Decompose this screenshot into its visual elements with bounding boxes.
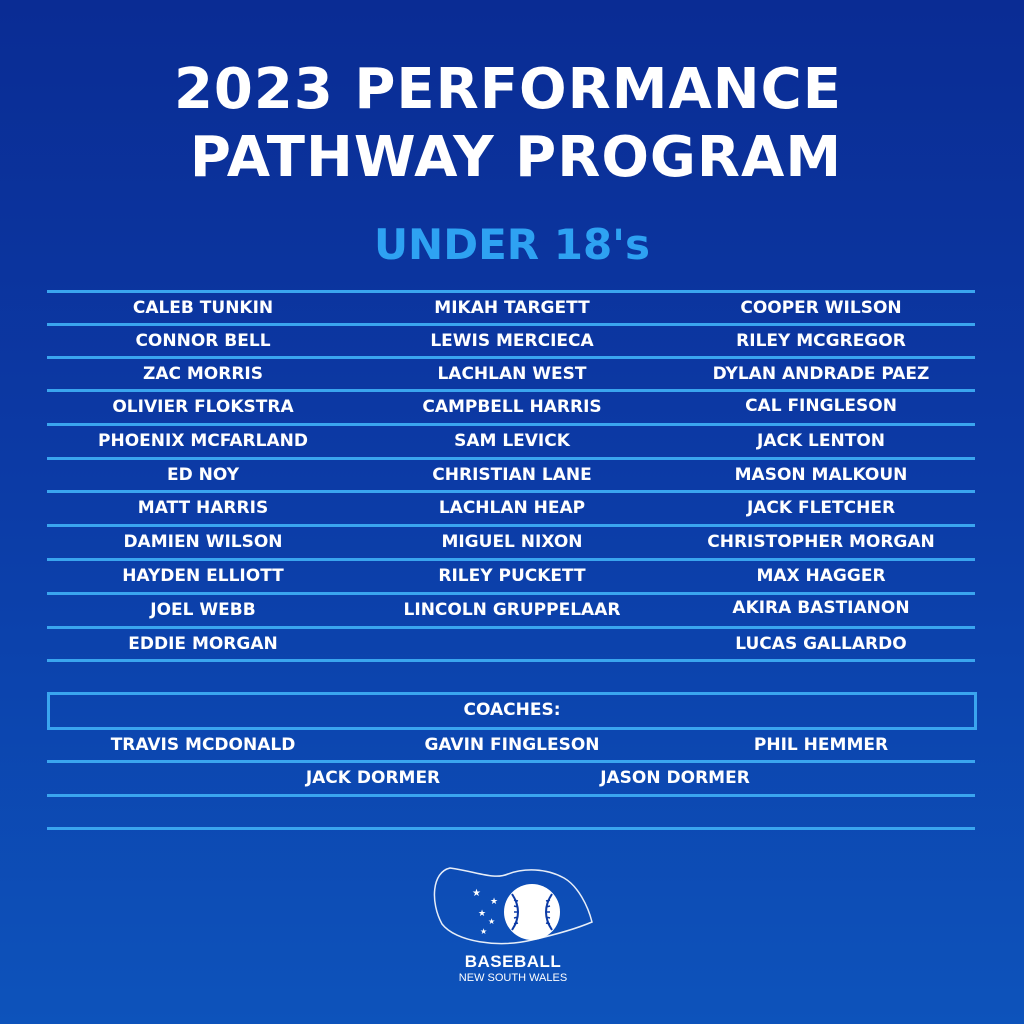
player-name: EDDIE MORGAN (128, 634, 278, 654)
svg-text:★: ★ (490, 897, 499, 907)
player-name: MAX HAGGER (756, 566, 886, 586)
divider-line (47, 524, 975, 527)
player-name: COOPER WILSON (740, 298, 902, 318)
player-name: CAL FINGLESON (745, 396, 897, 416)
player-name: JACK FLETCHER (746, 498, 896, 518)
player-name: JACK LENTON (757, 431, 885, 451)
player-name: MIKAH TARGETT (434, 298, 590, 318)
divider-line (47, 423, 975, 426)
divider-line (47, 626, 975, 629)
divider-line (47, 457, 975, 460)
coaches-header (47, 692, 977, 730)
divider-line (47, 290, 975, 293)
title-line-1: 2023 PERFORMANCE (173, 57, 843, 122)
player-name: CHRISTIAN LANE (432, 465, 592, 485)
player-name: RILEY PUCKETT (438, 566, 586, 586)
svg-text:★: ★ (488, 917, 496, 926)
divider-line (47, 323, 975, 326)
player-name: MASON MALKOUN (734, 465, 908, 485)
divider-line (47, 794, 975, 797)
coach-name: JACK DORMER (305, 768, 441, 788)
divider-line (47, 760, 975, 763)
coaches-label: COACHES: (463, 700, 561, 720)
divider-line (47, 356, 975, 359)
coach-name: TRAVIS MCDONALD (110, 735, 296, 755)
logo-name: BASEBALL (464, 952, 562, 971)
player-name: LACHLAN WEST (437, 364, 587, 384)
player-name: LEWIS MERCIECA (430, 331, 594, 351)
player-name: CONNOR BELL (135, 331, 271, 351)
baseball-icon (428, 862, 598, 957)
subtitle: UNDER 18's (373, 220, 651, 269)
player-name: JOEL WEBB (150, 600, 256, 620)
coach-name: GAVIN FINGLESON (424, 735, 600, 755)
player-name: ED NOY (166, 465, 240, 485)
divider-line (47, 659, 975, 662)
divider-line (47, 827, 975, 830)
player-name: LINCOLN GRUPPELAAR (403, 600, 621, 620)
baseball-nsw-logo (428, 862, 598, 992)
coach-name: PHIL HEMMER (753, 735, 889, 755)
player-name: SAM LEVICK (454, 431, 570, 451)
player-name: CHRISTOPHER MORGAN (707, 532, 935, 552)
player-name: OLIVIER FLOKSTRA (112, 397, 294, 417)
player-name: LUCAS GALLARDO (735, 634, 907, 654)
player-name: MATT HARRIS (137, 498, 269, 518)
player-name: PHOENIX MCFARLAND (98, 431, 308, 451)
divider-line (47, 558, 975, 561)
player-name: CAMPBELL HARRIS (422, 397, 602, 417)
svg-text:★: ★ (478, 909, 487, 919)
svg-text:★: ★ (480, 927, 488, 936)
player-name: CALEB TUNKIN (132, 298, 274, 318)
player-name: RILEY MCGREGOR (736, 331, 906, 351)
logo-subtitle: NEW SOUTH WALES (458, 972, 568, 984)
svg-text:★: ★ (472, 888, 481, 899)
player-name: LACHLAN HEAP (438, 498, 586, 518)
coach-name: JASON DORMER (600, 768, 750, 788)
player-name: ZAC MORRIS (143, 364, 263, 384)
divider-line (47, 490, 975, 493)
player-name: HAYDEN ELLIOTT (122, 566, 284, 586)
player-name: DAMIEN WILSON (123, 532, 283, 552)
divider-line (47, 592, 975, 595)
divider-line (47, 389, 975, 392)
title-line-2: PATHWAY PROGRAM (189, 125, 843, 190)
player-name: DYLAN ANDRADE PAEZ (712, 364, 930, 384)
player-name: AKIRA BASTIANON (732, 598, 910, 618)
player-name: MIGUEL NIXON (441, 532, 583, 552)
